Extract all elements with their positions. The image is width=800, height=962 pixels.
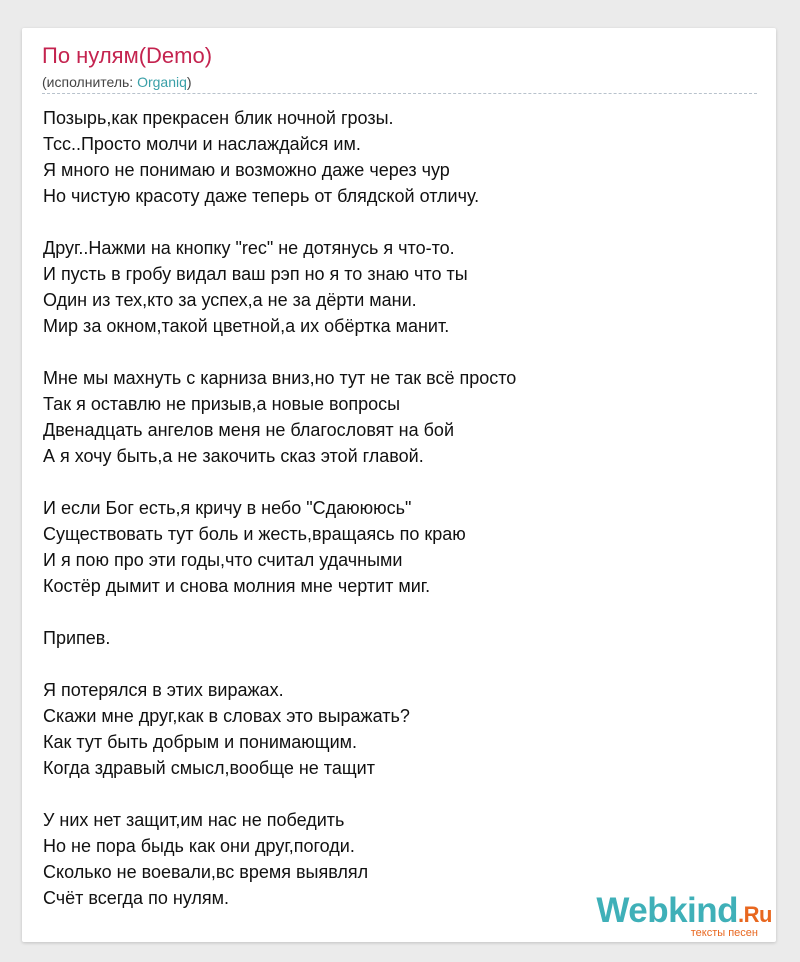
lyrics-line: Тсс..Просто молчи и наслаждайся им. <box>43 134 361 154</box>
lyrics-stanza <box>43 677 516 781</box>
artist-prefix: (исполнитель: <box>42 74 138 90</box>
artist-link[interactable]: Organiq <box>137 74 187 90</box>
lyrics-card <box>22 28 776 942</box>
logo-main-text: Webkind <box>596 891 739 930</box>
title-divider <box>42 93 757 94</box>
artist-line <box>42 73 192 91</box>
lyrics-line: А я хочу быть,а не закочить сказ этой главой. <box>43 446 424 466</box>
lyrics-line: Но не пора быдь как они друг,погоди. <box>43 836 355 856</box>
lyrics-stanza <box>43 625 516 651</box>
lyrics-stanza <box>43 365 516 469</box>
lyrics-line: У них нет защит,им нас не победить <box>43 810 345 830</box>
site-logo[interactable] <box>572 891 772 939</box>
lyrics-line: И пусть в гробу видал ваш рэп но я то знаю что ты <box>43 264 468 284</box>
lyrics-line: Мне мы махнуть с карниза вниз,но тут не так всё просто <box>43 368 517 388</box>
lyrics-text <box>43 105 516 911</box>
lyrics-line: Существовать тут боль и жесть,вращаясь по краю <box>43 524 466 544</box>
logo-tld: .Ru <box>738 902 772 927</box>
lyrics-line: Друг..Нажми на кнопку "rec" не дотянусь я что-то. <box>43 238 455 258</box>
lyrics-line: Двенадцать ангелов меня не благословят на бой <box>43 420 454 440</box>
artist-suffix: ) <box>186 74 192 90</box>
lyrics-line: Позырь,как прекрасен блик ночной грозы. <box>43 108 394 128</box>
lyrics-line: Так я оставлю не призыв,а новые вопросы <box>43 394 401 414</box>
lyrics-line: Когда здравый смысл,вообще не тащит <box>43 758 375 778</box>
lyrics-line: Припев. <box>43 628 111 648</box>
lyrics-line: И если Бог есть,я кричу в небо "Сдаюююсь" <box>43 498 412 518</box>
lyrics-line: Но чистую красоту даже теперь от блядской отличу. <box>43 186 480 206</box>
logo-tagline: тексты песен <box>690 927 758 939</box>
lyrics-stanza <box>43 807 516 911</box>
lyrics-line: Сколько не воевали,вс время выявлял <box>43 862 369 882</box>
lyrics-line: Костёр дымит и снова молния мне чертит миг. <box>43 576 431 596</box>
lyrics-line: Я потерялся в этих виражах. <box>43 680 284 700</box>
lyrics-line: Один из тех,кто за успех,а не за дёрти мани. <box>43 290 417 310</box>
lyrics-stanza <box>43 235 516 339</box>
lyrics-line: Я много не понимаю и возможно даже через чур <box>43 160 450 180</box>
lyrics-line: И я пою про эти годы,что считал удачными <box>43 550 403 570</box>
song-title: По нулям(Demo) <box>42 43 213 68</box>
lyrics-stanza <box>43 495 516 599</box>
lyrics-stanza <box>43 105 516 209</box>
lyrics-line: Скажи мне друг,как в словах это выражать? <box>43 706 410 726</box>
lyrics-line: Счёт всегда по нулям. <box>43 888 230 908</box>
lyrics-line: Как тут быть добрым и понимающим. <box>43 732 358 752</box>
lyrics-line: Мир за окном,такой цветной,а их обёртка манит. <box>43 316 450 336</box>
